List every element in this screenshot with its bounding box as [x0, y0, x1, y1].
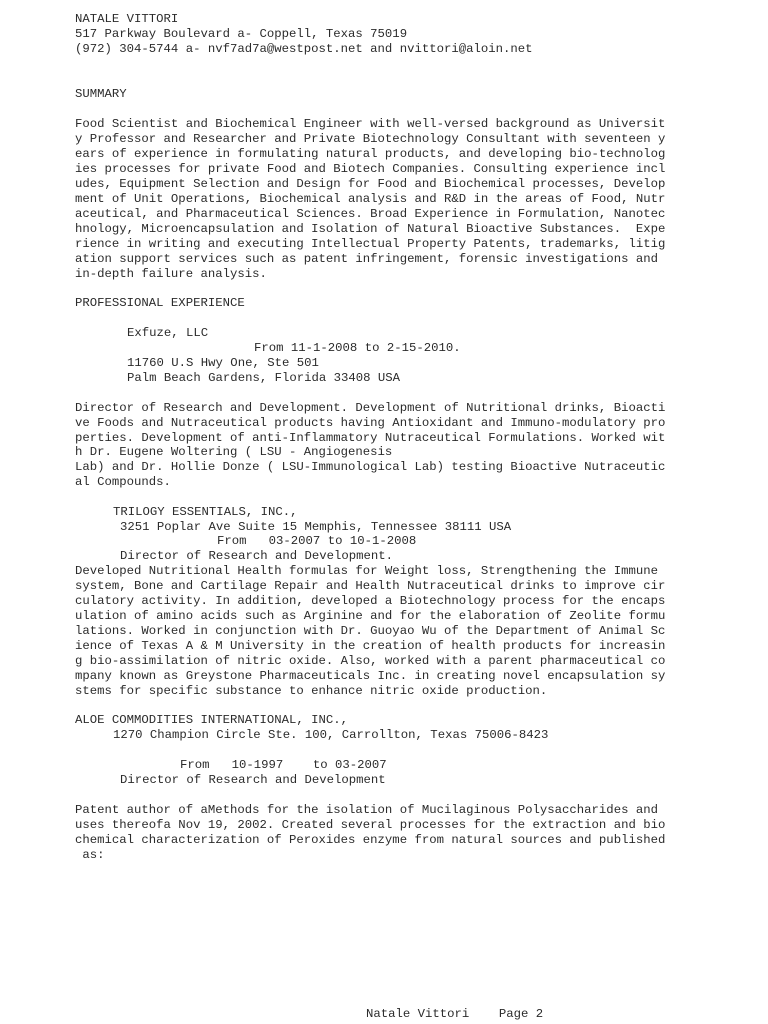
trilogy-description-line: mpany known as Greystone Pharmaceuticals Inc. in creating novel encapsulation sy	[75, 669, 666, 683]
aloe-title: Director of Research and Development	[120, 773, 386, 787]
trilogy-address: 3251 Poplar Ave Suite 15 Memphis, Tennessee 38111 USA	[120, 520, 512, 534]
aloe-company: ALOE COMMODITIES INTERNATIONAL, INC.,	[75, 713, 349, 727]
summary-line: rience in writing and executing Intellectual Property Patents, trademarks, litig	[75, 237, 666, 251]
exfuze-description-line: ve Foods and Nutraceutical products having Antioxidant and Immuno-modulatory pro	[75, 416, 666, 430]
summary-line: Food Scientist and Biochemical Engineer with well-versed background as Universit	[75, 117, 666, 131]
aloe-description-line: uses thereofa Nov 19, 2002. Created several processes for the extraction and bio	[75, 818, 666, 832]
trilogy-description-line: lations. Worked in conjunction with Dr. Guoyao Wu of the Department of Animal Sc	[75, 624, 666, 638]
aloe-description-line: chemical characterization of Peroxides enzyme from natural sources and published	[75, 833, 666, 847]
exfuze-description-line: h Dr. Eugene Woltering ( LSU - Angiogenesis	[75, 445, 393, 459]
trilogy-description-line: system, Bone and Cartilage Repair and Health Nutraceutical drinks to improve cir	[75, 579, 666, 593]
exfuze-description-line: perties. Development of anti-Inflammatory Nutraceutical Formulations. Worked wit	[75, 431, 666, 445]
summary-line: ment of Unit Operations, Biochemical analysis and R&D in the areas of Food, Nutr	[75, 192, 666, 206]
trilogy-dates: From 03-2007 to 10-1-2008	[217, 534, 417, 548]
aloe-description-line: as:	[75, 848, 105, 862]
aloe-dates: From 10-1997 to 03-2007	[180, 758, 387, 772]
trilogy-title: Director of Research and Development.	[120, 549, 394, 563]
summary-line: ation support services such as patent infringement, forensic investigations and	[75, 252, 658, 266]
experience-heading: PROFESSIONAL EXPERIENCE	[75, 296, 245, 310]
trilogy-description-line: stems for specific substance to enhance nitric oxide production.	[75, 684, 548, 698]
exfuze-address-line1: 11760 U.S Hwy One, Ste 501	[127, 356, 319, 370]
trilogy-description-line: ulation of amino acids such as Arginine and for the elaboration of Zeolite formu	[75, 609, 666, 623]
exfuze-description-line: Lab) and Dr. Hollie Donze ( LSU-Immunological Lab) testing Bioactive Nutraceutic	[75, 460, 666, 474]
trilogy-description-line: ience of Texas A & M University in the creation of health products for increasin	[75, 639, 666, 653]
exfuze-address-line2: Palm Beach Gardens, Florida 33408 USA	[127, 371, 401, 385]
exfuze-company: Exfuze, LLC	[127, 326, 209, 340]
summary-line: ears of experience in formulating natural products, and developing bio-technolog	[75, 147, 666, 161]
exfuze-description-line: al Compounds.	[75, 475, 171, 489]
summary-line: in-depth failure analysis.	[75, 267, 267, 281]
summary-heading: SUMMARY	[75, 87, 127, 101]
applicant-name: NATALE VITTORI	[75, 12, 179, 26]
aloe-address: 1270 Champion Circle Ste. 100, Carrollton, Texas 75006-8423	[113, 728, 549, 742]
summary-line: ies processes for private Food and Biotech Companies. Consulting experience incl	[75, 162, 666, 176]
trilogy-description-line: culatory activity. In addition, developed a Biotechnology process for the encaps	[75, 594, 666, 608]
trilogy-company: TRILOGY ESSENTIALS, INC.,	[113, 505, 298, 519]
trilogy-description-line: g bio-assimilation of nitric oxide. Also, worked with a parent pharmaceutical co	[75, 654, 666, 668]
exfuze-dates: From 11-1-2008 to 2-15-2010.	[254, 341, 461, 355]
trilogy-description-line: Developed Nutritional Health formulas for Weight loss, Strengthening the Immune	[75, 564, 658, 578]
summary-line: y Professor and Researcher and Private Biotechnology Consultant with seventeen y	[75, 132, 666, 146]
applicant-address: 517 Parkway Boulevard a- Coppell, Texas 75019	[75, 27, 408, 41]
page-footer: Natale Vittori Page 2	[366, 1007, 544, 1021]
exfuze-description-line: Director of Research and Development. Development of Nutritional drinks, Bioacti	[75, 401, 666, 415]
aloe-description-line: Patent author of aMethods for the isolation of Mucilaginous Polysaccharides and	[75, 803, 658, 817]
summary-line: aceutical, and Pharmaceutical Sciences. Broad Experience in Formulation, Nanotec	[75, 207, 666, 221]
applicant-contact: (972) 304-5744 a- nvf7ad7a@westpost.net and nvittori@aloin.net	[75, 42, 533, 56]
summary-line: udes, Equipment Selection and Design for Food and Biochemical processes, Develop	[75, 177, 666, 191]
summary-line: hnology, Microencapsulation and Isolation of Natural Bioactive Substances. Expe	[75, 222, 666, 236]
